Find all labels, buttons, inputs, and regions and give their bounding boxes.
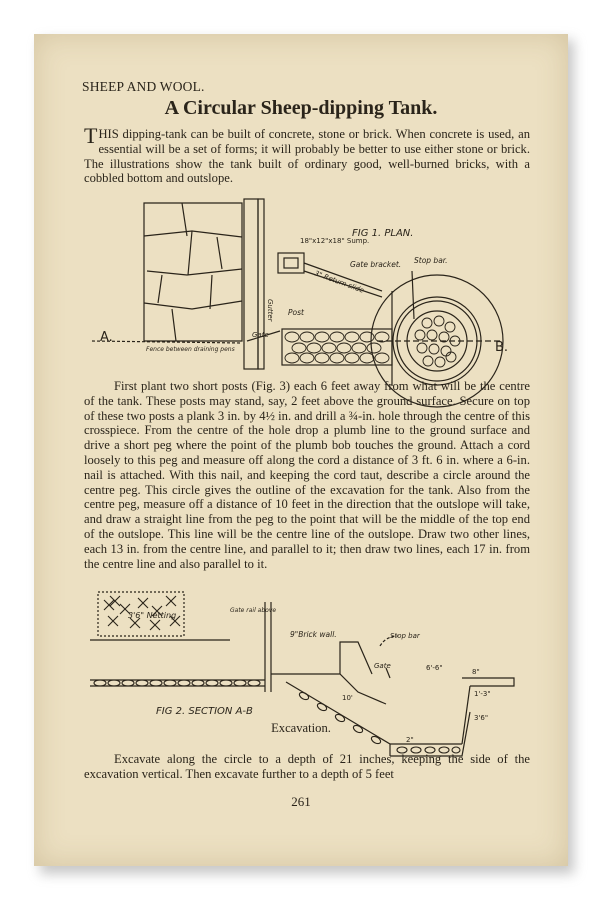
- fig2-gate: Gate: [374, 662, 391, 670]
- intro-text: HIS dipping-tank can be built of concrete, stone or brick. When concrete is used, an essential will be a set of forms; it will probably be better to use either stone or brick. The illustrations show the tank built of ordinary good, well-burned bricks, with a cobbled bottom and outslope.: [84, 127, 530, 186]
- fig1-sump: 18"x12"x18" Sump.: [300, 237, 370, 245]
- fig2-brick-wall: 9"Brick wall.: [290, 630, 337, 639]
- fig1-label-b: B.: [494, 340, 508, 355]
- fig1-title: FIG 1. PLAN.: [352, 228, 414, 239]
- fig2-stop-bar: Stop bar: [390, 632, 420, 640]
- fig1-gate: Gate: [252, 331, 269, 339]
- fig2-dim-10: 10': [342, 694, 353, 702]
- fig2-dim-8: 8": [472, 668, 480, 676]
- fig2-dim-1-3: 1'-3": [474, 690, 491, 698]
- fig2-dim-6-6: 6'-6": [426, 664, 443, 672]
- fig1-gutter: Gutter: [266, 299, 274, 322]
- fig1-fence: Fence between draining pens: [146, 346, 235, 353]
- fig1-return-slide: 3" Return slide: [313, 269, 365, 295]
- fig2-gate-rail: Gate rail above: [230, 607, 277, 614]
- fig2-title: FIG 2. SECTION A-B: [156, 706, 253, 717]
- fig2-dim-2: 2": [406, 736, 414, 744]
- page-number: 261: [291, 794, 311, 809]
- fig1-label-a: A.: [100, 330, 113, 345]
- method-paragraph: First plant two short posts (Fig. 3) each 6 feet away from what will be the centre of the tank. These posts may stand, say, 2 feet above the ground surface. Secure on top of these two posts a plank 3 in. by 4½ in. and drill a ¾-in. hole through the centre of this crosspiece. From the centre of the hole drop a plumb line to the ground surface and drive a short peg where the point of the plumb bob touches the ground. Attach a cord loosely to this peg and measure off along the cord a distance of 3 ft. 6 in. where a 6-in. nail is attached. With this nail, and keeping the cord taut, describe a circle around the centre peg. This circle gives the outline of the excavation for the tank. Also from the centre peg, measure off a distance of 10 feet in the direction that the outslope will take, and draw a straight line from the peg to the point that will be the middle of the top end of the outslope. This line will be the centre line of the outslope. Draw two other lines, each 13 in. from the centre line, and parallel to it; then draw two lines, each 17 in. from the centre line and also parallel to it.: [84, 379, 530, 571]
- book-page: [34, 34, 568, 866]
- excavation-paragraph: Excavate along the circle to a depth of 21 inches, keeping the side of the excavation vertical. Then excavate further to a depth of 5 feet: [84, 752, 530, 781]
- page-title: A Circular Sheep-dipping Tank.: [164, 97, 438, 119]
- intro-paragraph: [84, 123, 530, 186]
- drop-cap: T: [84, 123, 98, 148]
- fig2-dim-3-6: 3'6": [474, 714, 489, 722]
- running-header: SHEEP AND WOOL.: [82, 79, 205, 94]
- figure-1-plan: [92, 191, 512, 371]
- fig1-gate-bracket: Gate bracket.: [350, 260, 402, 269]
- fig1-stop-bar: Stop bar.: [414, 256, 448, 265]
- section-caption: Excavation.: [271, 721, 331, 735]
- fig2-netting: 3'6" Netting: [128, 611, 177, 620]
- fig1-post: Post: [288, 308, 304, 317]
